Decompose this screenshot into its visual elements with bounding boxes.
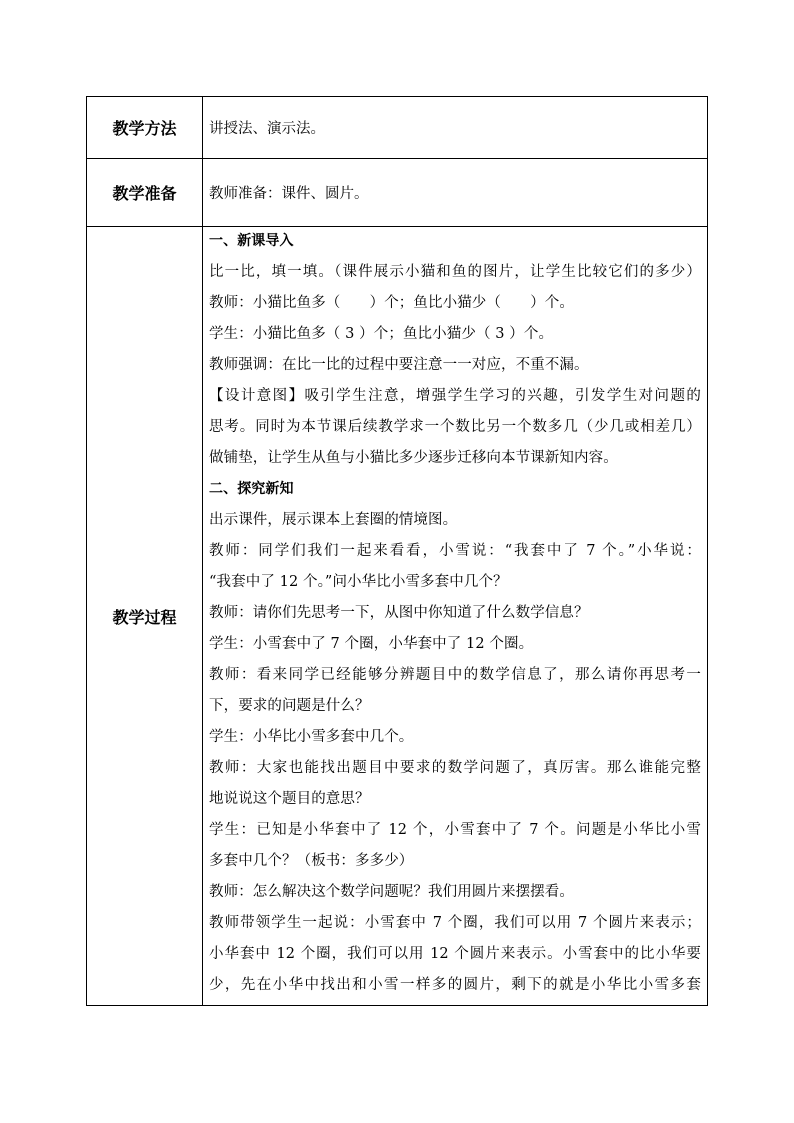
content-line: 教师：请你们先思考一下，从图中你知道了什么数学信息？ xyxy=(209,605,589,621)
content-line: 教师带领学生一起说：小雪套中 7 个圈，我们可以用 7 个圆片来表示； xyxy=(209,915,701,931)
content-line: 教师：小猫比鱼多（ ）个；鱼比小猫少（ ）个。 xyxy=(209,295,574,311)
section-heading-explore: 二、探究新知 xyxy=(209,481,294,497)
content-line: 教师：大家也能找出题目中要求的数学问题了，真厉害。那么谁能完整 xyxy=(209,760,701,776)
content-line: 出示课件，展示课本上套圈的情境图。 xyxy=(209,512,458,528)
row-label-method: 教学方法 xyxy=(87,97,203,158)
content-line: 【设计意图】吸引学生注意，增强学生学习的兴趣，引发学生对问题的 xyxy=(209,388,701,404)
content-line: 学生：小华比小雪多套中几个。 xyxy=(209,729,414,745)
row-content-process xyxy=(203,227,707,1005)
content-line: “我套中了 12 个。”问小华比小雪多套中几个？ xyxy=(209,574,508,590)
content-line: 做铺垫，让学生从鱼与小猫比多少逐步迁移向本节课新知内容。 xyxy=(209,450,618,466)
content-line: 教师强调：在比一比的过程中要注意一一对应，不重不漏。 xyxy=(209,357,589,373)
table-row-method xyxy=(87,97,707,159)
content-line: 比一比，填一填。（课件展示小猫和鱼的图片，让学生比较它们的多少） xyxy=(209,264,701,280)
content-line: 学生：已知是小华套中了 12 个，小雪套中了 7 个。问题是小华比小雪 xyxy=(209,822,701,838)
content-line: 多套中几个？（板书：多多少） xyxy=(209,853,414,869)
content-line: 教师：看来同学已经能够分辨题目中的数学信息了，那么请你再思考一 xyxy=(209,667,701,683)
content-line: 小华套中 12 个圈，我们可以用 12 个圆片来表示。小雪套中的比小华要 xyxy=(209,946,701,962)
content-line: 教师：怎么解决这个数学问题呢？我们用圆片来摆摆看。 xyxy=(209,884,574,900)
content-line: 学生：小雪套中了 7 个圈，小华套中了 12 个圈。 xyxy=(209,636,534,652)
row-label-process: 教学过程 xyxy=(87,227,203,1005)
row-content-method: 讲授法、演示法。 xyxy=(209,121,325,137)
row-content-preparation: 教师准备：课件、圆片。 xyxy=(209,186,369,202)
content-line: 下，要求的问题是什么？ xyxy=(209,698,370,714)
table-row-process xyxy=(87,227,707,1005)
section-heading-intro: 一、新课导入 xyxy=(209,233,294,249)
table-row-preparation xyxy=(87,159,707,227)
content-line: 地说说这个题目的意思？ xyxy=(209,791,370,807)
content-line: 教师：同学们我们一起来看看，小雪说：“我套中了 7 个。”小华说： xyxy=(209,543,701,559)
content-line: 少，先在小华中找出和小雪一样多的圆片，剩下的就是小华比小雪多套 xyxy=(209,977,701,993)
content-line: 学生：小猫比鱼多（ 3 ）个；鱼比小猫少（ 3 ）个。 xyxy=(209,326,554,342)
lesson-plan-table xyxy=(86,96,708,1006)
row-label-preparation: 教学准备 xyxy=(87,159,203,226)
content-line: 思考。同时为本节课后续教学求一个数比另一个数多几（少几或相差几） xyxy=(209,419,701,435)
